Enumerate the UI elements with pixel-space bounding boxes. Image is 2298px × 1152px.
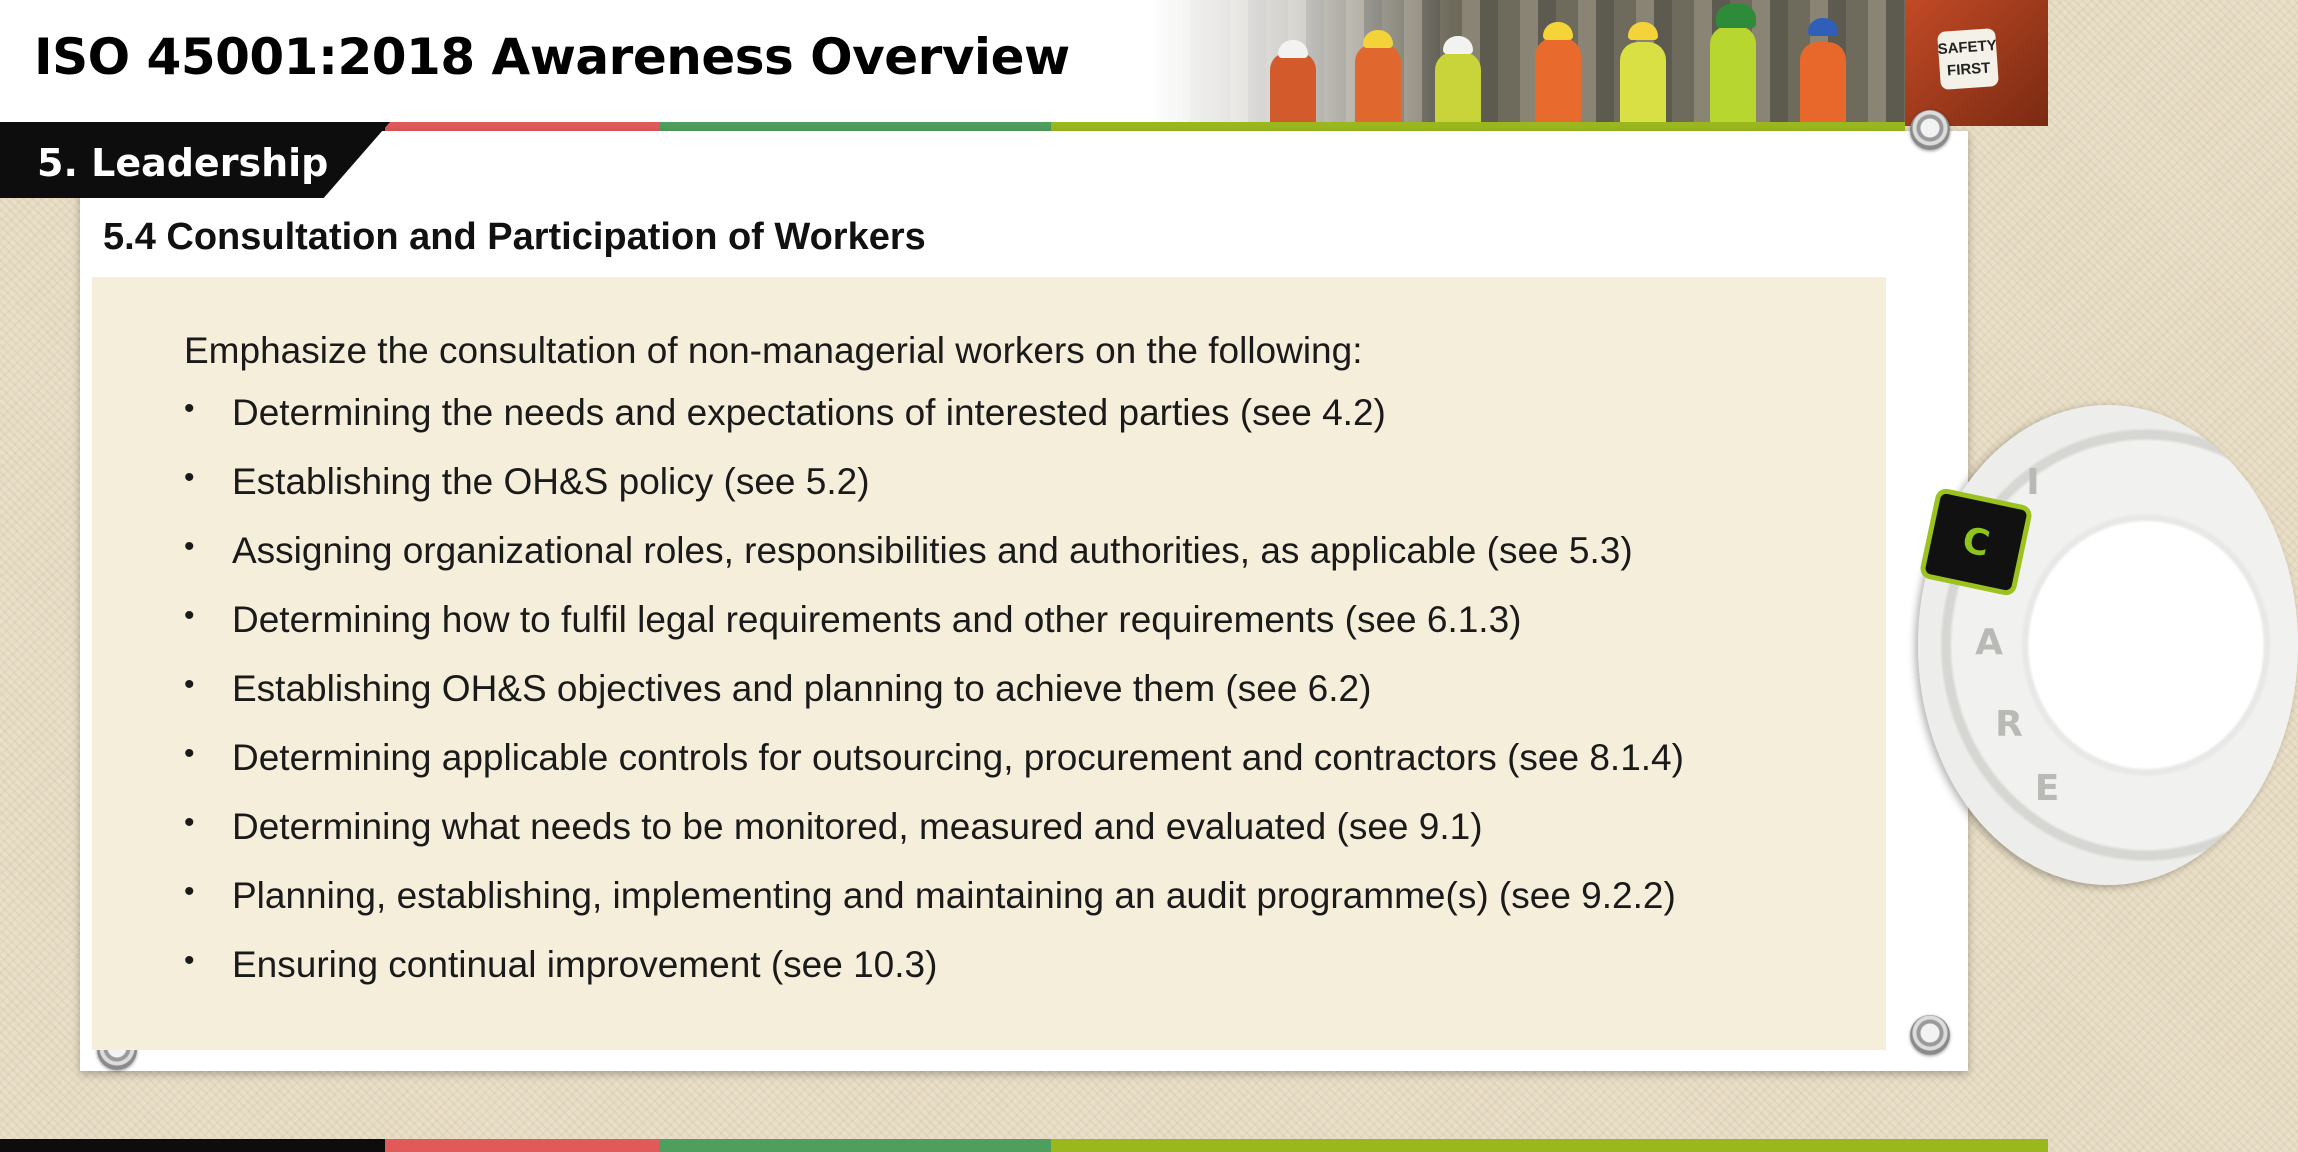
footer-line-lime — [1051, 1139, 2048, 1152]
bullet-icon: • — [184, 806, 195, 839]
bullet-icon: • — [184, 599, 195, 632]
header-workers-photo — [1150, 0, 1905, 122]
footer-line-green — [659, 1139, 1051, 1152]
wheel-letter-i: I — [2026, 461, 2040, 503]
list-item-text: Determining the needs and expectations of interested parties (see 4.2) — [232, 392, 1386, 433]
list-item-text: Assigning organizational roles, responsibilities and authorities, as applicable (see 5.3) — [232, 530, 1633, 571]
bullet-icon: • — [184, 944, 195, 977]
list-item-text: Determining applicable controls for outsourcing, procurement and contractors (see 8.1.4) — [232, 737, 1684, 778]
wheel-letter-e: E — [2034, 767, 2060, 809]
wheel-letter-c: C — [1924, 493, 2027, 592]
accent-line-green — [659, 122, 1051, 131]
bullet-icon: • — [184, 461, 195, 494]
screw-bottom-right — [1910, 1015, 1950, 1055]
intro-text: Emphasize the consultation of non-managerial workers on the following: — [184, 330, 1363, 371]
wheel-letter-a: A — [1975, 621, 2003, 663]
section-subtitle: 5.4 Consultation and Participation of Workers — [103, 216, 926, 258]
list-item-text: Determining how to fulfil legal requirements and other requirements (see 6.1.3) — [232, 599, 1522, 640]
bullet-icon: • — [184, 392, 195, 425]
accent-line-red — [385, 122, 659, 131]
safety-sign-line-1: SAFETY — [1937, 36, 1998, 59]
section-label: 5. Leadership — [37, 141, 329, 185]
page-title: ISO 45001:2018 Awareness Overview — [34, 28, 1070, 86]
safety-sign-line-2: FIRST — [1946, 59, 1991, 80]
screw-top-right — [1910, 110, 1950, 150]
list-item-text: Planning, establishing, implementing and maintaining an audit programme(s) (see 9.2.2) — [232, 875, 1676, 916]
footer-line-black — [0, 1139, 385, 1152]
wheel-letter-r: R — [1995, 703, 2023, 745]
care-wheel — [1918, 405, 2298, 885]
bullet-icon: • — [184, 530, 195, 563]
accent-line-lime — [1051, 122, 1905, 131]
list-item-text: Ensuring continual improvement (see 10.3) — [232, 944, 938, 985]
list-item-text: Establishing the OH&S policy (see 5.2) — [232, 461, 870, 502]
footer-line-red — [385, 1139, 659, 1152]
list-item-text: Determining what needs to be monitored, measured and evaluated (see 9.1) — [232, 806, 1483, 847]
list-item-text: Establishing OH&S objectives and planning to achieve them (see 6.2) — [232, 668, 1372, 709]
bullet-icon: • — [184, 737, 195, 770]
safety-first-sign — [1905, 0, 2048, 126]
bullet-icon: • — [184, 668, 195, 701]
bullet-icon: • — [184, 875, 195, 908]
